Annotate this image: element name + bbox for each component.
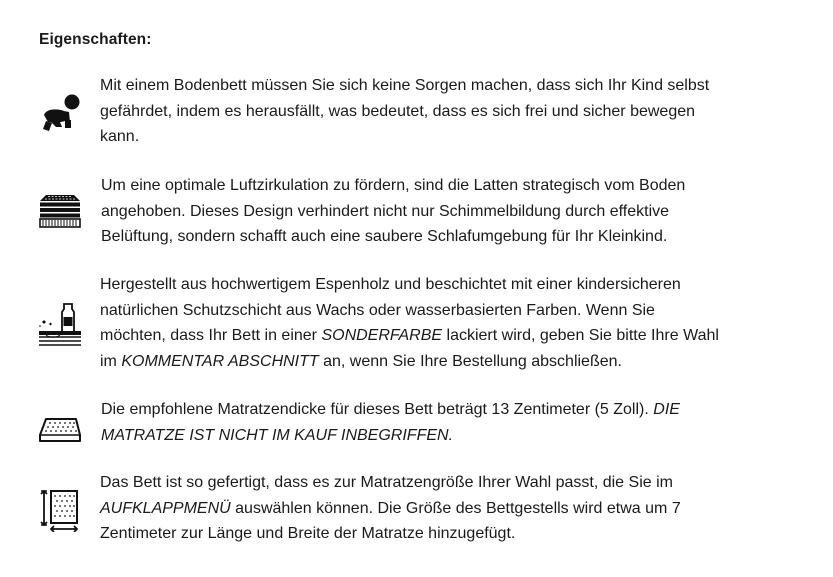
feature-text-line — [101, 397, 680, 423]
feature-text-line — [100, 323, 719, 349]
wood-paint-icon — [36, 302, 84, 346]
feature-text-line: Mit einem Bodenbett müssen Sie sich keine Sorgen machen, dass sich Ihr Kind selbst — [100, 77, 710, 94]
not-included-emphasis: MATRATZE IST NICHT IM KAUF INBEGRIFFEN. — [101, 426, 454, 444]
feature-text-line: Belüftung, sondern schafft auch eine saubere Schlafumgebung für Ihr Kleinkind. — [101, 228, 668, 245]
feature-text-line — [100, 349, 719, 375]
feature-text-line — [100, 496, 681, 522]
feature-text-line: angehoben. Dieses Design verhindert nicht nur Schimmelbildung durch effektive — [101, 202, 670, 220]
feature-text-line: Zentimeter zur Länge und Breite der Matratze hinzugefügt. — [100, 525, 516, 542]
bed-size-icon — [36, 488, 84, 532]
feature-text-line: kann. — [100, 128, 140, 145]
crawling-baby-icon — [36, 93, 84, 137]
dropdown-menu-emphasis: AUFKLAPPMENÜ — [100, 499, 231, 517]
text-segment: im — [100, 352, 122, 370]
feature-text-line: natürlichen Schutzschicht aus Wachs oder wasserbasierten Farben. Wenn Sie — [100, 301, 655, 319]
feature-text-line: gefährdet, indem es herausfällt, was bedeutet, dass es sich frei und sicher bewegen — [100, 102, 696, 120]
comment-section-emphasis: KOMMENTAR ABSCHNITT — [121, 352, 319, 370]
text-segment: Die empfohlene Matratzendicke für dieses Bett beträgt 13 Zentimeter (5 Zoll). — [101, 401, 654, 418]
feature-text-line — [101, 423, 680, 449]
text-segment: möchten, dass Ihr Bett in einer — [100, 327, 322, 344]
text-segment: auswählen können. Die Größe des Bettgestells wird etwa um 7 — [230, 499, 681, 517]
not-included-emphasis: DIE — [653, 401, 680, 418]
feature-text-line: Hergestellt aus hochwertigem Espenholz und beschichtet mit einer kindersicheren — [100, 276, 681, 293]
text-segment: an, wenn Sie Ihre Bestellung abschließen. — [318, 352, 622, 370]
custom-color-emphasis: SONDERFARBE — [321, 327, 443, 344]
text-segment: lackiert wird, geben Sie bitte Ihre Wahl — [442, 327, 719, 344]
mattress-icon — [36, 407, 84, 451]
feature-text-line: Das Bett ist so gefertigt, dass es zur Matratzengröße Ihrer Wahl passt, die Sie im — [100, 474, 673, 491]
slatted-frame-icon — [36, 189, 84, 233]
feature-text-line: Um eine optimale Luftzirkulation zu fördern, sind die Latten strategisch vom Boden — [101, 177, 686, 194]
section-heading: Eigenschaften: — [39, 31, 152, 48]
